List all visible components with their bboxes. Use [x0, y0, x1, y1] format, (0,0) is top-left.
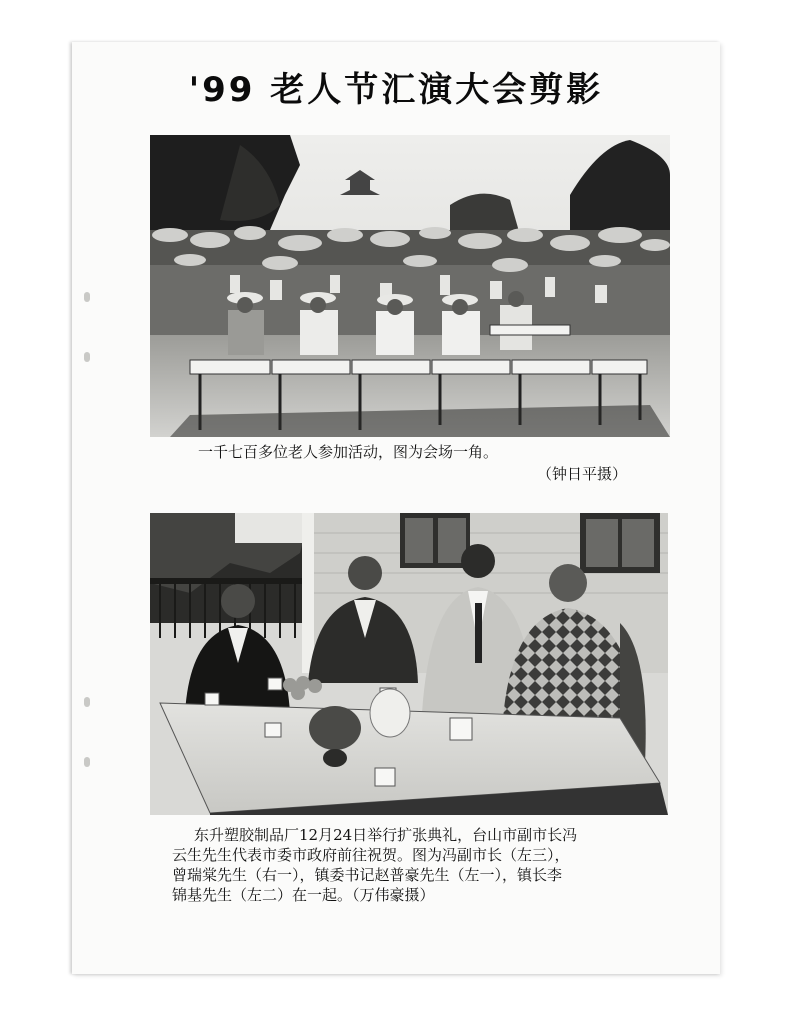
- punch-hole: [84, 697, 90, 707]
- photo1-caption: 一千七百多位老人参加活动，图为会场一角。: [198, 443, 499, 461]
- photo2-caption-line: 云生先生代表市委市政府前往祝贺。图为冯副市长（左三），: [172, 846, 570, 864]
- photo1-credit: （钟日平摄）: [537, 465, 628, 483]
- punch-hole: [84, 292, 90, 302]
- punch-hole: [84, 352, 90, 362]
- photo2-caption-line: 东升塑胶制品厂12月24日举行扩张典礼，台山市副市长冯: [194, 826, 578, 844]
- ceremony-photo: [150, 513, 668, 815]
- crowd-photo: [150, 135, 670, 437]
- photo2-caption-line: 锦基先生（左二）在一起。（万伟豪摄）: [172, 886, 435, 904]
- page-title: '99 老人节汇演大会剪影: [188, 70, 604, 110]
- photo2-caption: [172, 825, 692, 905]
- document-page: [72, 42, 720, 974]
- photo2-caption-line: 曾瑞棠先生（右一），镇委书记赵普豪先生（左一），镇长李: [172, 866, 563, 884]
- punch-hole: [84, 757, 90, 767]
